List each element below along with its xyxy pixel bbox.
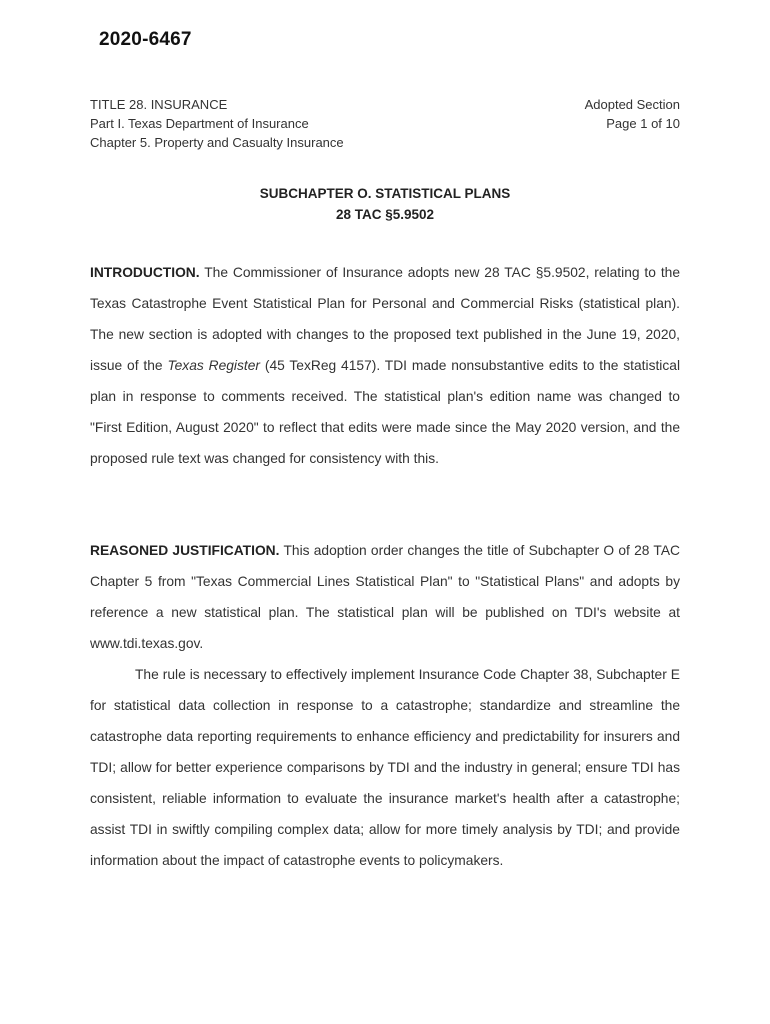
- subchapter-title: SUBCHAPTER O. STATISTICAL PLANS: [259, 186, 511, 201]
- reasoned-justification-paragraph: [90, 535, 680, 659]
- header-chapter-line: Chapter 5. Property and Casualty Insurance: [90, 135, 344, 150]
- reasoned-justification-lead: REASONED JUSTIFICATION.: [90, 543, 280, 558]
- introduction-paragraph: [90, 257, 680, 474]
- introduction-text-a: The Commissioner of Insurance adopts new 28 TAC §5.9502, relating to the Texas Catastrophe Event Statistical Plan for Personal and Commercial Risks (statistical plan). The new section is adopted with changes to the proposed text published in the June 19, 2020, issue of the: [90, 265, 680, 373]
- introduction-italic-title: Texas Register: [167, 358, 261, 373]
- header-title-block: [90, 95, 344, 152]
- reasoned-justification-text: This adoption order changes the title of Subchapter O of 28 TAC Chapter 5 from "Texas Commercial Lines Statistical Plan" to "Statistical Plans" and adopts by reference a new statistical plan. The statistical plan will be published on TDI's website at www.tdi.texas.gov.: [90, 543, 680, 651]
- rule-necessity-paragraph: The rule is necessary to effectively implement Insurance Code Chapter 38, Subchapter E for statistical data collection in response to a catastrophe; standardize and streamline the catastrophe data reporting requirements to enhance efficiency and predictability for insurers and TDI; allow for better experience comparisons by TDI and the industry in general; ensure TDI has consistent, reliable information to evaluate the insurance market's health after a catastrophe; assist TDI in swiftly compiling complex data; allow for more timely analysis by TDI; and provide information about the impact of catastrophe events to policymakers.: [90, 667, 680, 868]
- section-reference: 28 TAC §5.9502: [335, 207, 435, 222]
- subchapter-heading: [90, 183, 680, 225]
- header-status-block: [585, 95, 680, 133]
- page-indicator: Page 1 of 10: [606, 116, 680, 131]
- introduction-text-b: (45 TexReg 4157). TDI made nonsubstantive edits to the statistical plan in response to comments received. The statistical plan's edition name was changed to "First Edition, August 2020" to reflect that edits were made since the May 2020 version, and the proposed rule text was changed for consistency with this.: [90, 358, 681, 466]
- introduction-lead: INTRODUCTION.: [90, 265, 200, 280]
- header-part-line: Part I. Texas Department of Insurance: [90, 116, 309, 131]
- document-number: 2020-6467: [99, 29, 192, 50]
- header-status: Adopted Section: [584, 97, 680, 112]
- header-title-line: TITLE 28. INSURANCE: [90, 97, 228, 112]
